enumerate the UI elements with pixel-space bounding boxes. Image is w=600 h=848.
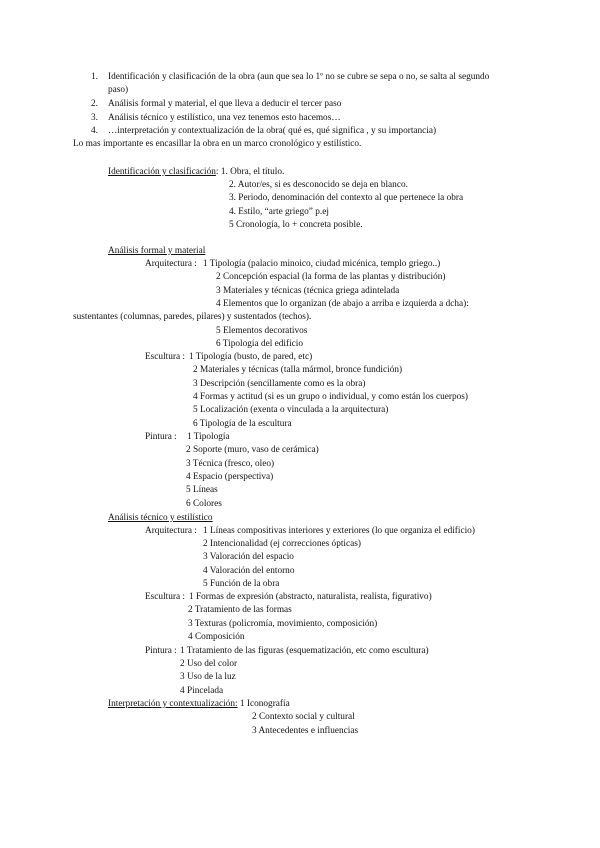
formal-pintura-item-5: 5 Líneas	[186, 485, 218, 495]
tecnico-escultura-item-1: 1 Formas de expresión (abstracto, naturalista, realista, figurativo)	[189, 592, 432, 602]
tecnico-escultura-item-4: 4 Composición	[188, 632, 245, 642]
tecnico-pintura-item-4: 4 Pincelada	[180, 686, 224, 696]
tecnico-arquitectura-item-4: 4 Valoración del entorno	[203, 566, 295, 576]
formal-pintura-item-4: 4 Espacio (perspectiva)	[186, 472, 274, 482]
formal-escultura-item-5: 5 Localización (exenta o vinculada a la arquitectura)	[193, 405, 389, 415]
formal-escultura-label: Escultura :	[145, 352, 186, 362]
tecnico-pintura-label: Pintura :	[145, 646, 177, 656]
formal-pintura-item-6: 6 Colores	[186, 499, 222, 509]
tecnico-escultura-item-3: 3 Texturas (policromía, movimiento, composición)	[188, 619, 378, 629]
step-2-text: Análisis formal y material, el que lleva a deducir el tercer paso	[108, 99, 342, 109]
analisis-formal-heading: Análisis formal y material	[108, 246, 206, 256]
step-3-number: 3.	[91, 113, 98, 123]
formal-arquitectura-item-5: 5 Elementos decorativos	[216, 326, 308, 336]
identificacion-item-2: 2. Autor/es, si es desconocido se deja en blanco.	[229, 180, 408, 190]
formal-arquitectura-item-4-wrap: sustentantes (columnas, paredes, pilares) y sustentados (techos).	[73, 312, 312, 322]
tecnico-pintura-item-1: 1 Tratamiento de las figuras (esquematización, etc como escultura)	[180, 646, 429, 656]
formal-arquitectura-item-4: 4 Elementos que lo organizan (de abajo a arriba e izquierda a dcha):	[216, 299, 469, 309]
tecnico-arquitectura-item-3: 3 Valoración del espacio	[203, 552, 294, 562]
tecnico-arquitectura-item-5: 5 Función de la obra	[203, 579, 280, 589]
formal-escultura-item-1: 1 Tipología (busto, de pared, etc)	[189, 352, 313, 362]
formal-escultura-item-3: 3 Descripción (sencillamente como es la obra)	[193, 379, 366, 389]
tecnico-arquitectura-item-1: 1 Líneas compositivas interiores y exteriores (lo que organiza el edificio)	[203, 526, 475, 536]
identificacion-item-4: 4. Estilo, “arte griego” p.ej	[229, 207, 329, 217]
step-4-text: …interpretación y contextualización de la obra( qué es, qué significa , y su importancia)	[108, 126, 437, 136]
interpretacion-item-2: 2 Contexto social y cultural	[252, 712, 355, 722]
tecnico-pintura-item-2: 2 Uso del color	[180, 659, 238, 669]
identificacion-item-1: : 1. Obra, el título.	[215, 167, 285, 177]
formal-pintura-item-3: 3 Técnica (fresco, oleo)	[186, 459, 275, 469]
formal-escultura-item-4: 4 Formas y actitud (si es un grupo o individual, y como están los cuerpos)	[193, 392, 468, 402]
step-3-text: Análisis técnico y estilístico, una vez tenemos esto hacemos…	[108, 113, 341, 123]
tecnico-arquitectura-label: Arquitectura :	[145, 526, 197, 536]
step-1-number: 1.	[91, 72, 98, 82]
interpretacion-section	[108, 698, 290, 710]
interpretacion-item-3: 3 Antecedentes e influencias	[252, 726, 359, 736]
formal-escultura-item-6: 6 Tipología de la escultura	[193, 419, 292, 429]
formal-escultura-item-2: 2 Materiales y técnicas (talla mármol, bronce fundición)	[193, 365, 403, 375]
identificacion-item-5: 5 Cronología, lo + concreta posible.	[229, 220, 363, 230]
formal-pintura-item-1: 1 Tipología	[187, 432, 230, 442]
step-2-number: 2.	[91, 99, 98, 109]
tecnico-pintura-item-3: 3 Uso de la luz	[180, 672, 236, 682]
formal-arquitectura-item-3: 3 Materiales y técnicas (técnica griega adintelada	[216, 286, 400, 296]
identificacion-heading: Identificación y clasificación	[108, 167, 216, 177]
tecnico-escultura-item-2: 2 Tratamiento de las formas	[188, 605, 292, 615]
formal-pintura-item-2: 2 Soporte (muro, vaso de cerámica)	[186, 445, 319, 455]
identificacion-item-3: 3. Periodo, denominación del contexto al que pertenece la obra	[229, 193, 464, 203]
formal-arquitectura-item-6: 6 Tipología del edificio	[216, 339, 304, 349]
step-1-text: Identificación y clasificación de la obra (aun que sea lo 1º no se cubre se sepa o no, se salta al segundo	[108, 72, 490, 82]
interpretacion-heading: Interpretación y contextualización:	[108, 699, 238, 709]
identificacion-section	[108, 166, 284, 178]
tecnico-escultura-label: Escultura :	[145, 592, 186, 602]
step-1-text-continued: paso)	[108, 85, 129, 95]
formal-arquitectura-item-1: 1 Tipología (palacio minoico, ciudad micénica, templo griego..)	[203, 259, 441, 269]
interpretacion-item-1: 1 Iconografía	[237, 699, 290, 709]
tecnico-arquitectura-item-2: 2 Intencionalidad (ej correcciones ópticas)	[203, 539, 361, 549]
formal-arquitectura-item-2: 2 Concepción espacial (la forma de las plantas y distribución)	[216, 272, 446, 282]
step-4-number: 4.	[91, 126, 98, 136]
formal-pintura-label: Pintura :	[145, 432, 177, 442]
analisis-tecnico-heading: Análisis técnico y estilístico	[108, 513, 213, 523]
intro-note: Lo mas importante es encasillar la obra en un marco cronológico y estilístico.	[73, 139, 362, 149]
formal-arquitectura-label: Arquitectura :	[145, 259, 197, 269]
